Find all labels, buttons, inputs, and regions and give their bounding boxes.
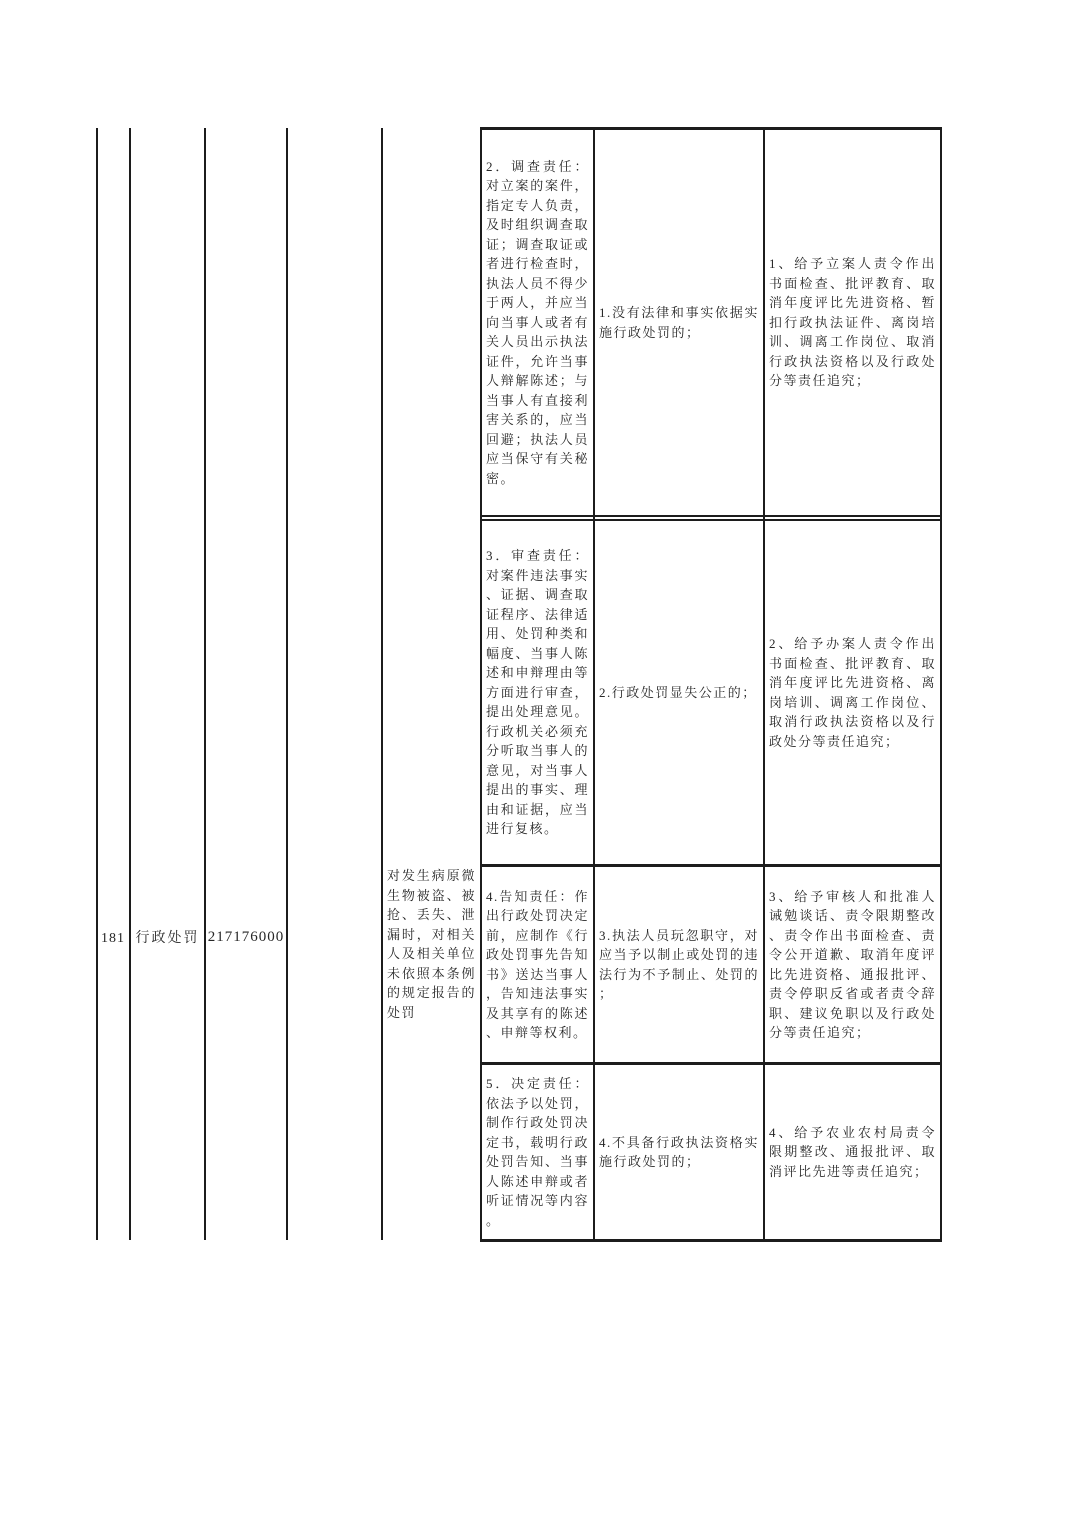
- duty-text: 4.告知责任：作出行政处罚决定前，应制作《行政处罚事先告知书》送达当事人，告知违法事实及其享有的陈述、申辩等权利。: [486, 888, 589, 1040]
- consequence-text: 4、给予农业农村局责令限期整改、通报批评、取消评比先进等责任追究；: [769, 1124, 936, 1179]
- power-type: 行政处罚: [135, 931, 200, 946]
- consequence-text: 3、给予审核人和批准人诫勉谈话、责令限期整改、责令作出书面检查、责令公开道歉、取消年度评比先进资格、通报批评、责令停职反省或者责令辞职、建议免职以及行政处分等责任追究；: [769, 888, 936, 1040]
- accountability-situation-cell: [595, 130, 765, 515]
- situation-text: 1.没有法律和事实依据实施行政处罚的；: [599, 305, 759, 340]
- table-column-divider: [204, 128, 206, 1240]
- accountability-consequence-cell: [765, 867, 940, 1065]
- accountability-situation-cell: [595, 867, 765, 1065]
- situation-text: 4.不具备行政执法资格实施行政处罚的；: [599, 1134, 759, 1169]
- duty-text: 5．决定责任：依法予以处罚，制作行政处罚决定书，载明行政处罚告知、当事人陈述申辩或者听证情况等内容。: [486, 1076, 589, 1228]
- duty-text: 3．审查责任：对案件违法事实、证据、调查取证程序、法律适用、处罚种类和幅度、当事人陈述和申辩理由等方面进行审查，提出处理意见。行政机关必须充分听取当事人的意见，对当事人提出的事实、理由和证据，应当进行复核。: [486, 548, 589, 837]
- table-column-divider: [286, 128, 288, 1240]
- duty-cell: [482, 867, 595, 1065]
- table-column-divider: [96, 128, 98, 1240]
- responsibility-table: [480, 127, 942, 1242]
- row-number: 181: [101, 931, 125, 946]
- accountability-situation-cell: [595, 521, 765, 867]
- power-name: 对发生病原微生物被盗、被抢、丢失、泄漏时，对相关人及相关单位未依照本条例的规定报告的处罚: [387, 868, 476, 1020]
- table-column-divider: [129, 128, 131, 1240]
- consequence-text: 2、给予办案人责令作出书面检查、批评教育、取消年度评比先进资格、离岗培训、调离工作岗位、取消行政执法资格以及行政处分等责任追究；: [769, 636, 936, 749]
- consequence-text: 1、给予立案人责令作出书面检查、批评教育、取消年度评比先进资格、暂扣行政执法证件、离岗培训、调离工作岗位、取消行政执法资格以及行政处分等责任追究；: [769, 256, 936, 389]
- duty-cell: [482, 130, 595, 515]
- situation-text: 3.执法人员玩忽职守，对应当予以制止或处罚的违法行为不予制止、处罚的；: [599, 927, 759, 1001]
- accountability-situation-cell: [595, 1065, 765, 1239]
- duty-text: 2．调查责任：对立案的案件，指定专人负责，及时组织调查取证；调查取证或者进行检查时，执法人员不得少于两人，并应当向当事人或者有关人员出示执法证件，允许当事人辩解陈述；与当事人有直接利害关系的，应当回避；执法人员应当保守有关秘密。: [486, 158, 589, 486]
- duty-cell: [482, 521, 595, 867]
- accountability-consequence-cell: [765, 130, 940, 515]
- duty-cell: [482, 1065, 595, 1239]
- power-code: 217176000: [207, 929, 285, 945]
- situation-text: 2.行政处罚显失公正的；: [599, 684, 757, 700]
- accountability-consequence-cell: [765, 521, 940, 867]
- table-column-divider: [381, 128, 383, 1240]
- accountability-consequence-cell: [765, 1065, 940, 1239]
